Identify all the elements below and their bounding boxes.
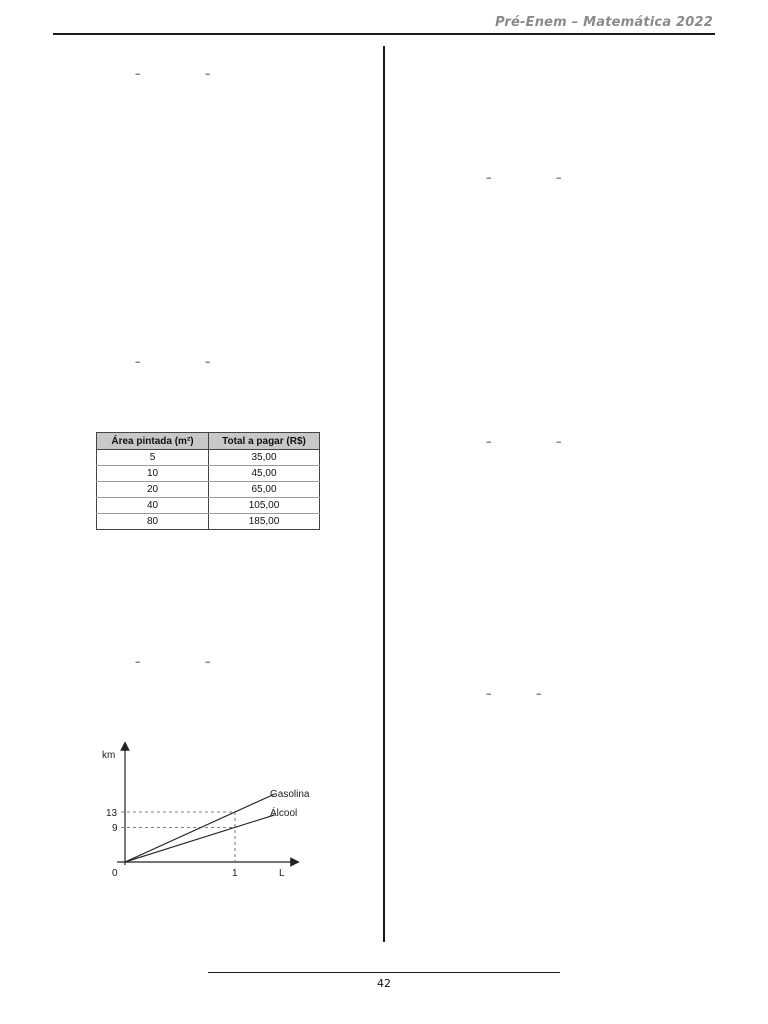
price-table <box>96 432 320 530</box>
legend-label-gasolina: Gasolina <box>270 789 310 800</box>
x-axis-label: L <box>279 868 285 879</box>
dash-mark: – <box>556 171 562 184</box>
table-cell: 5 <box>97 450 209 466</box>
dash-mark: – <box>135 655 141 668</box>
table-cell: 20 <box>97 482 209 498</box>
dash-mark: – <box>205 355 211 368</box>
dash-mark: – <box>205 67 211 80</box>
y-tick-label: 13 <box>106 808 118 819</box>
table-row <box>97 498 320 514</box>
legend-label-alcool: Álcool <box>270 808 298 819</box>
table-header-area: Área pintada (m²) <box>97 433 209 450</box>
series-line-alcool <box>125 815 275 862</box>
x-tick-label: 1 <box>232 868 238 879</box>
table-cell: 80 <box>97 514 209 530</box>
table-cell: 65,00 <box>209 482 320 498</box>
dash-mark: – <box>486 171 492 184</box>
x-tick-label: 0 <box>112 868 118 879</box>
table-cell: 10 <box>97 466 209 482</box>
footer-rule <box>208 972 560 973</box>
dash-mark: – <box>135 67 141 80</box>
dash-mark: – <box>536 687 542 700</box>
table-row <box>97 514 320 530</box>
dash-mark: – <box>556 435 562 448</box>
y-tick-label: 9 <box>112 823 118 834</box>
header-rule <box>53 33 715 35</box>
table-row <box>97 482 320 498</box>
column-divider <box>383 46 385 942</box>
fuel-efficiency-chart <box>95 740 315 885</box>
table-cell: 35,00 <box>209 450 320 466</box>
table-cell: 45,00 <box>209 466 320 482</box>
table-cell: 40 <box>97 498 209 514</box>
table-header-row <box>97 433 320 450</box>
table-row <box>97 466 320 482</box>
table-cell: 185,00 <box>209 514 320 530</box>
page-header-title: Pré-Enem – Matemática 2022 <box>495 15 713 30</box>
dash-mark: – <box>486 435 492 448</box>
dash-mark: – <box>205 655 211 668</box>
table-row <box>97 450 320 466</box>
dash-mark: – <box>135 355 141 368</box>
y-axis-label: km <box>102 750 116 761</box>
dash-mark: – <box>486 687 492 700</box>
page-number: 42 <box>377 977 391 990</box>
chart-series-group <box>125 794 275 862</box>
series-line-gasolina <box>125 794 275 862</box>
table-cell: 105,00 <box>209 498 320 514</box>
table-header-total: Total a pagar (R$) <box>209 433 320 450</box>
